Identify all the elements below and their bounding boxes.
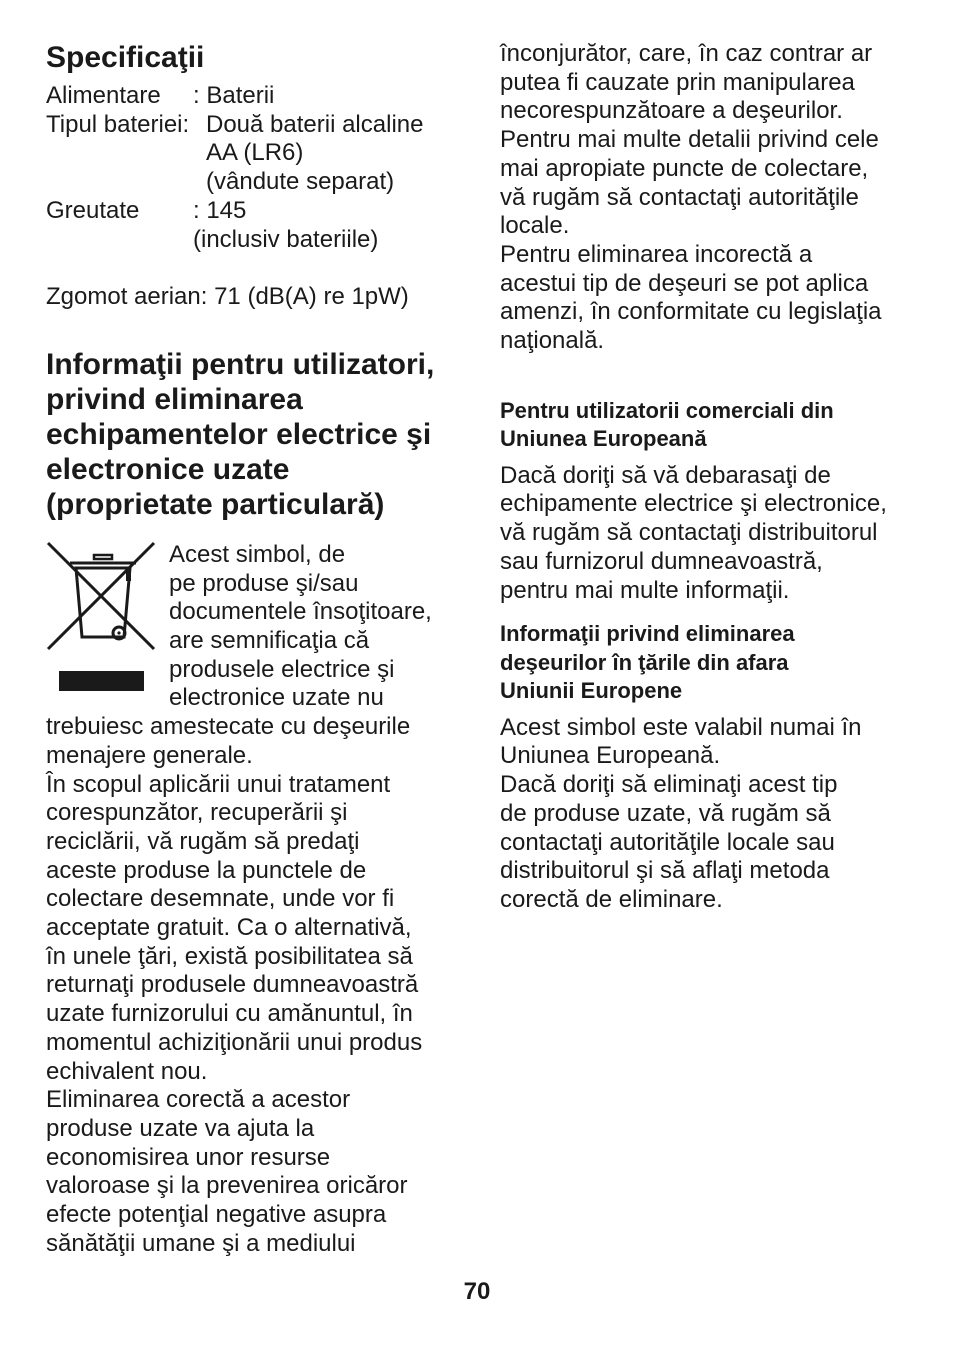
spec-noise: Zgomot aerian: 71 (dB(A) re 1pW) [46, 283, 409, 311]
disposal-paragraph-collection: În scopul aplicării unui tratament corespunzător, recuperării şi reciclării, vă rugăm să predaţi aceste produse la punctele de colectare desemnate, unde vor fi acceptate gratuit. Ca o alternativă, în unele ţări, există posibilitatea să returnaţi produsele dumneavoastră uzate furnizorului cu amănuntul, în momentul achiziţionării unui produs echivalent nou. [46, 770, 423, 1085]
page-number: 70 [463, 1278, 491, 1305]
specs-table [46, 82, 456, 254]
business-users-title: Pentru utilizatorii comerciali din Uniunea Europeană [500, 397, 834, 452]
disposal-paragraph-benefits: Eliminarea corectă a acestor produse uzate va ajuta la economisirea unor resurse valoroase şi la prevenirea oricăror efecte potenţial negative asupra sănătăţii umane şi a mediului [46, 1086, 408, 1257]
disposal-paragraph-benefits-continued: înconjurător, care, în caz contrar ar putea fi cauzate prin manipularea necorespunzătoare a deşeurilor. [500, 40, 873, 125]
spec-row-battery [46, 111, 456, 197]
spec-row-weight [46, 197, 456, 254]
outside-eu-title: Informaţii privind eliminarea deşeurilor în ţările din afara Uniunii Europene [500, 621, 795, 704]
spec-value: : Baterii [193, 82, 275, 109]
spec-row-power [46, 82, 456, 111]
outside-eu-text-1: Acest simbol este valabil numai în Uniunea Europeană. [500, 713, 862, 770]
specs-title: Specificaţii [46, 41, 205, 74]
disposal-paragraph-penalties: Pentru eliminarea incorectă a acestui tip de deşeuri se pot aplica amenzi, în conformitate cu legislaţia naţională. [500, 240, 882, 355]
disposal-paragraph-details: Pentru mai multe detalii privind cele mai apropiate puncte de colectare, vă rugăm să contactaţi autorităţile locale. [500, 126, 879, 240]
spec-label: Tipul bateriei: [46, 110, 190, 138]
spec-value: Două baterii alcaline AA (LR6) (vândute separat) [206, 110, 424, 196]
crossed-out-wheeled-bin-icon [46, 541, 158, 693]
weee-symbol-text-continued: trebuiesc amestecate cu deşeurile menajere generale. [46, 713, 411, 769]
spec-label: Greutate [46, 196, 140, 224]
weee-block [46, 541, 456, 713]
spec-value: : 145 (inclusiv bateriile) [193, 196, 379, 253]
spec-label: Alimentare [46, 82, 161, 109]
right-column [500, 40, 920, 915]
weee-symbol-text: Acest simbol, de pe produse şi/sau documentele însoţitoare, are semnificaţia că produsele electrice şi electronice uzate nu [169, 540, 432, 712]
disposal-title: Informaţii pentru utilizatori, privind eliminarea echipamentelor electrice şi electronice uzate (proprietate particulară) [46, 347, 435, 521]
business-users-text: Dacă doriţi să vă debarasaţi de echipamente electrice şi electronice, vă rugăm să contactaţi distribuitorul sau furnizorul dumneavoastră, pentru mai multe informaţii. [500, 461, 887, 604]
left-column [46, 40, 456, 1259]
outside-eu-text-2: Dacă doriţi să eliminaţi acest tip de produse uzate, vă rugăm să contactaţi autorităţile locale sau distribuitorul şi să aflaţi metoda corectă de eliminare. [500, 771, 838, 913]
